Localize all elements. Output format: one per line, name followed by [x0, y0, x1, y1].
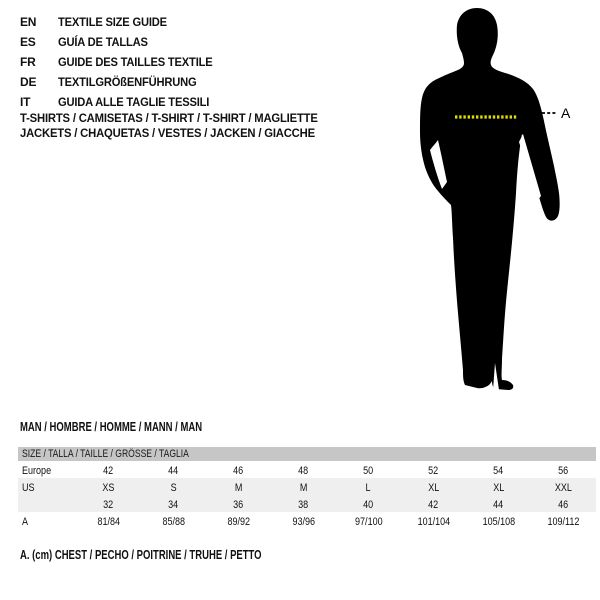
- size-cell-text: 32: [103, 499, 114, 511]
- size-table: [18, 447, 596, 529]
- language-code: FR: [20, 55, 36, 69]
- size-cell: [401, 495, 466, 513]
- size-cell-text: 52: [428, 465, 439, 477]
- size-cell-text: 36: [233, 499, 244, 511]
- size-cell: [206, 512, 271, 530]
- size-cell-text: 109/112: [547, 516, 580, 528]
- language-code: DE: [20, 75, 37, 89]
- language-row: [20, 12, 224, 32]
- row-label: [18, 512, 76, 530]
- size-cell: [76, 461, 141, 479]
- size-cell: [336, 478, 401, 496]
- measurement-footnote: A. (cm) CHEST / PECHO / POITRINE / TRUHE / PETTO: [20, 548, 262, 562]
- size-cell-text: 46: [233, 465, 244, 477]
- size-cell-text: XL: [427, 482, 440, 494]
- size-cell-text: 97/100: [354, 516, 383, 528]
- size-cell: [141, 495, 206, 513]
- language-row: [20, 32, 224, 52]
- size-cell-text: L: [365, 482, 372, 494]
- jackets-category-line: JACKETS / CHAQUETAS / VESTES / JACKEN / GIACCHE: [20, 126, 315, 140]
- size-cell: [531, 478, 596, 496]
- language-row: [20, 72, 224, 92]
- language-code: IT: [20, 95, 31, 109]
- size-row-a-chest: [18, 512, 596, 529]
- size-cell-text: 44: [493, 499, 504, 511]
- man-silhouette-svg: [395, 0, 600, 400]
- size-cell: [401, 512, 466, 530]
- size-cell-text: 56: [558, 465, 569, 477]
- language-label: GUIDE DES TAILLES TEXTILE: [58, 55, 213, 69]
- size-cell-text: M: [299, 482, 308, 494]
- size-cell: [336, 461, 401, 479]
- size-cell-text: 42: [103, 465, 114, 477]
- size-cell-text: 50: [363, 465, 374, 477]
- size-cell: [401, 478, 466, 496]
- size-cell-text: 105/108: [482, 516, 515, 528]
- size-cell-text: 85/88: [162, 516, 185, 528]
- size-cell: [466, 478, 531, 496]
- size-cell: [336, 512, 401, 530]
- size-cell: [466, 495, 531, 513]
- size-cell: [206, 461, 271, 479]
- size-cell-text: S: [170, 482, 177, 494]
- size-cell: [271, 461, 336, 479]
- size-row-numeric: [18, 495, 596, 512]
- language-label: TEXTILGRÖßENFÜHRUNG: [58, 75, 197, 89]
- size-cell-text: 101/104: [417, 516, 450, 528]
- language-code: ES: [20, 35, 36, 49]
- garment-categories: [20, 111, 337, 141]
- size-cell: [206, 478, 271, 496]
- size-cell-text: XL: [492, 482, 505, 494]
- language-row: [20, 92, 224, 112]
- language-code: EN: [20, 15, 37, 29]
- row-label: [18, 478, 76, 496]
- size-table-header-text: SIZE / TALLA / TAILLE / GRÖSSE / TAGLIA: [22, 448, 189, 460]
- row-label-text: A: [22, 516, 29, 528]
- size-cell: [271, 478, 336, 496]
- size-cell-text: 48: [298, 465, 309, 477]
- size-cell-text: XS: [102, 482, 115, 494]
- language-row: [20, 52, 224, 72]
- row-label: [18, 461, 76, 479]
- size-cell-text: M: [234, 482, 243, 494]
- size-cell: [141, 478, 206, 496]
- size-cell: [76, 512, 141, 530]
- size-cell-text: 46: [558, 499, 569, 511]
- size-cell-text: 93/96: [292, 516, 315, 528]
- man-silhouette-figure: [395, 0, 600, 400]
- section-title: MAN / HOMBRE / HOMME / MANN / MAN: [20, 420, 203, 434]
- size-cell: [531, 495, 596, 513]
- size-cell-text: XXL: [554, 482, 573, 494]
- language-guide-list: [20, 12, 224, 112]
- size-cell: [466, 461, 531, 479]
- size-cell: [206, 495, 271, 513]
- size-cell: [76, 495, 141, 513]
- size-cell-text: 54: [493, 465, 504, 477]
- size-cell: [466, 512, 531, 530]
- size-cell: [271, 495, 336, 513]
- language-label: GUÍA DE TALLAS: [58, 35, 148, 49]
- size-cell: [76, 478, 141, 496]
- size-table-header: [18, 447, 596, 461]
- tshirts-category-line: T-SHIRTS / CAMISETAS / T-SHIRT / T-SHIRT / MAGLIETTE: [20, 111, 318, 125]
- size-cell-text: 44: [168, 465, 179, 477]
- size-cell-text: 42: [428, 499, 439, 511]
- size-cell-text: 89/92: [227, 516, 250, 528]
- size-cell: [141, 512, 206, 530]
- row-label-text: US: [22, 482, 35, 494]
- size-cell: [531, 512, 596, 530]
- size-cell-text: 38: [298, 499, 309, 511]
- size-cell-text: 81/84: [97, 516, 120, 528]
- size-cell: [271, 512, 336, 530]
- size-cell: [336, 495, 401, 513]
- row-label: [18, 495, 76, 513]
- size-row-us: [18, 478, 596, 495]
- size-cell-text: 34: [168, 499, 179, 511]
- measurement-a-label: A: [561, 105, 571, 121]
- size-cell-text: 40: [363, 499, 374, 511]
- size-cell: [531, 461, 596, 479]
- row-label-text: Europe: [22, 465, 52, 477]
- size-cell: [141, 461, 206, 479]
- size-cell: [401, 461, 466, 479]
- language-label: GUIDA ALLE TAGLIE TESSILI: [58, 95, 210, 109]
- size-row-europe: [18, 461, 596, 478]
- language-label: TEXTILE SIZE GUIDE: [58, 15, 167, 29]
